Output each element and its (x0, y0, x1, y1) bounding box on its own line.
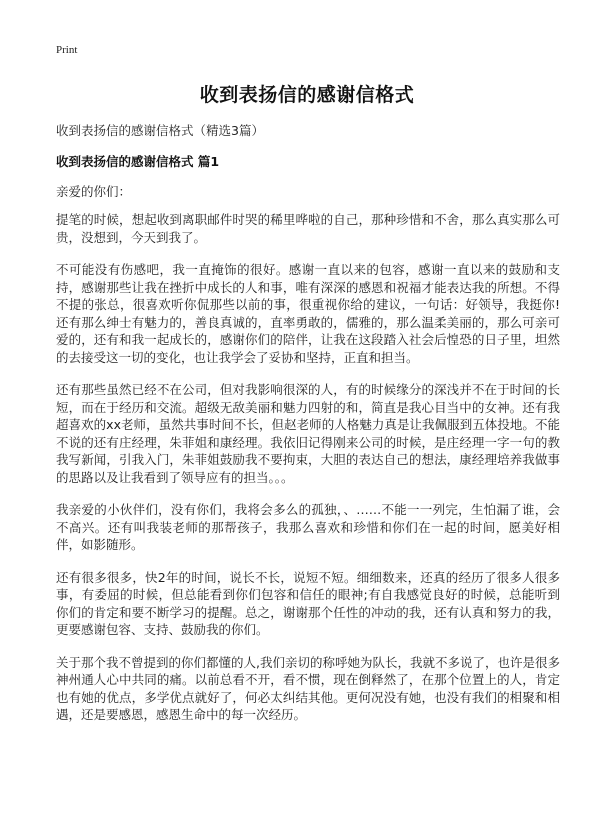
letter-body (56, 211, 560, 739)
body-paragraph: 还有很多很多，快2年的时间，说长不长，说短不短。细细数来，还真的经历了很多人很多事，有委屈的时候，但总能看到你们包容和信任的眼神;有自我感觉良好的时候，总能听到你们的肯定和要不断学习的提醒。总之，谢谢那个任性的冲动的我，还有认真和努力的我，更要感谢包容、支持、鼓励我的你们。 (56, 569, 560, 637)
body-paragraph: 我亲爱的小伙伴们，没有你们，我将会多么的孤独，、……不能一一列完，生怕漏了谁，会不高兴。还有叫我装老师的那帮孩子，我那么喜欢和珍惜和你们在一起的时间，愿美好相伴，如影随形。 (56, 502, 560, 552)
print-label[interactable]: Print (56, 44, 78, 56)
letter-greeting: 亲爱的你们： (56, 184, 132, 199)
section-heading: 收到表扬信的感谢信格式 篇1 (56, 154, 220, 169)
page-title: 收到表扬信的感谢信格式 (199, 84, 415, 106)
document-subtitle: 收到表扬信的感谢信格式（精选3篇） (56, 123, 264, 138)
body-paragraph: 不可能没有伤感吧，我一直掩饰的很好。感谢一直以来的包容，感谢一直以来的鼓励和支持，感谢那些让我在挫折中成长的人和事，唯有深深的感恩和祝福才能表达我的所想。不得不提的张总，很喜欢听你侃那些以前的事，很重视你给的建议，一句话：好领导，我挺你!还有那么绅士有魅力的，善良真诚的，直率勇敢的，儒雅的，那么温柔美丽的，那么可亲可爱的，还有和我一起成长的，感谢你们的陪伴，让我在这段踏入社会后惶恐的日子里，坦然的去接受这一切的变化，也让我学会了妥协和坚持，正直和担当。 (56, 262, 560, 365)
body-paragraph: 提笔的时候，想起收到离职邮件时哭的稀里哗啦的自己，那种珍惜和不舍，那么真实那么可贵，没想到，今天到我了。 (56, 212, 560, 245)
body-paragraph: 关于那个我不曾提到的你们都懂的人,我们亲切的称呼她为队长，我就不多说了，也许是很多神州通人心中共同的痛。以前总看不开，看不惯，现在倒释然了，在那个位置上的人，肯定也有她的优点，多学优点就好了，何必太纠结其他。更何况没有她，也没有我们的相聚和相遇，还是要感恩，感恩生命中的每一次经历。 (56, 654, 560, 722)
body-paragraph: 还有那些虽然已经不在公司，但对我影响很深的人，有的时候缘分的深浅并不在于时间的长短，而在于经历和交流。超级无敌美丽和魅力四射的和，简直是我心目当中的女神。还有我超喜欢的xx老师，虽然共事时间不长，但赵老师的人格魅力真是让我佩服到五体投地。不能不说的还有庄经理，朱菲姐和康经理。我依旧记得刚来公司的时候，是庄经理一字一句的教我写新闻，引我入门，朱菲姐鼓励我不要拘束，大胆的表达自己的想法，康经理培养我做事的思路以及让我看到了领导应有的担当。。。 (56, 382, 560, 485)
